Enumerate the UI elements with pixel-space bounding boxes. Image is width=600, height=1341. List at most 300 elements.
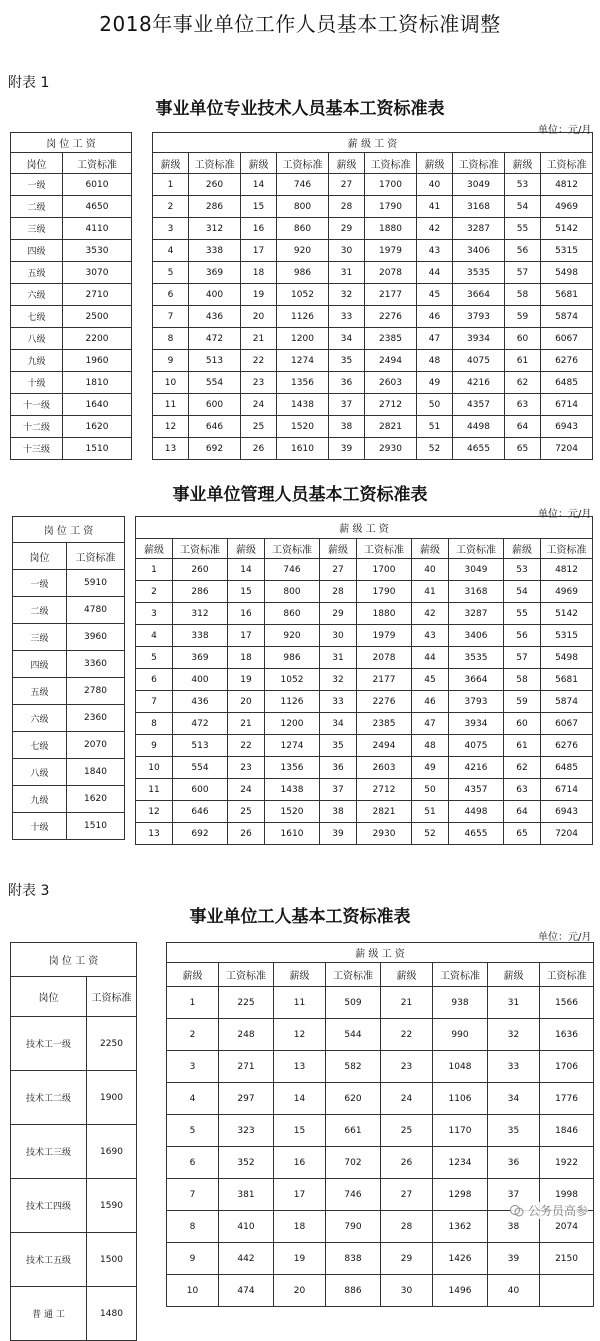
table-cell: 7 [136,691,173,713]
table-cell: 5142 [541,603,593,625]
table-cell: 2712 [365,394,417,416]
table-cell: 4969 [541,581,593,603]
table-cell: 12 [274,1019,326,1051]
table-cell: 24 [381,1083,433,1115]
table-cell: 29 [381,1243,433,1275]
table-cell: 36 [329,372,365,394]
table-cell: 21 [228,713,265,735]
table-cell: 56 [505,240,541,262]
table-cell: 33 [329,306,365,328]
table-cell: 1052 [277,284,329,306]
table-cell: 49 [417,372,453,394]
table-cell: 63 [504,779,541,801]
post-header: 岗 位 工 资 [13,517,125,543]
table-cell: 3934 [453,328,505,350]
table-cell: 1640 [63,394,132,416]
page-title: 2018年事业单位工作人员基本工资标准调整 [99,12,501,36]
table-cell: 6067 [541,713,593,735]
table-row [153,218,593,240]
table-cell: 46 [412,691,449,713]
col-std: 工资标准 [265,539,320,559]
table-cell: 3960 [67,624,125,651]
table-cell: 838 [326,1243,381,1275]
table-row [167,1275,594,1307]
table-cell: 普 通 工 [11,1287,87,1341]
table-cell: 790 [326,1211,381,1243]
table-cell: 一级 [13,570,67,597]
table-cell: 472 [173,713,228,735]
table-cell: 1700 [357,559,412,581]
table-cell: 39 [488,1243,540,1275]
table-row [167,987,594,1019]
col-std: 工资标准 [173,539,228,559]
table2-post-table [12,516,125,840]
table-cell: 28 [320,581,357,603]
table-cell: 2177 [365,284,417,306]
table-cell: 1126 [277,306,329,328]
table-cell: 35 [488,1115,540,1147]
table-cell: 5 [136,647,173,669]
table-cell: 21 [381,987,433,1019]
table-row [167,1019,594,1051]
table-row [11,1287,137,1341]
table-cell: 26 [381,1147,433,1179]
table-cell: 4357 [449,779,504,801]
table-cell: 4780 [67,597,125,624]
table-cell: 225 [219,987,274,1019]
table-cell: 27 [329,174,365,196]
table-row [167,1051,594,1083]
table-cell: 3664 [453,284,505,306]
table-row [167,1115,594,1147]
table-row [136,823,593,845]
table-cell: 1356 [265,757,320,779]
table-cell: 62 [504,757,541,779]
table-row [13,678,125,705]
table-cell: 3287 [449,603,504,625]
table-cell: 600 [189,394,241,416]
table-cell: 1810 [63,372,132,394]
table-cell: 2078 [365,262,417,284]
table-cell: 13 [274,1051,326,1083]
table-cell: 32 [488,1019,540,1051]
table-cell: 1790 [357,581,412,603]
table-cell: 1636 [540,1019,594,1051]
table-cell: 十二级 [11,416,63,438]
table-cell: 4357 [453,394,505,416]
table-cell: 2 [167,1019,219,1051]
table-row [136,691,593,713]
table-cell: 4498 [453,416,505,438]
col-std: 工资标准 [433,963,488,987]
table-cell: 31 [488,987,540,1019]
table-cell: 2780 [67,678,125,705]
table-cell: 41 [417,196,453,218]
table-cell: 3664 [449,669,504,691]
table-cell: 29 [329,218,365,240]
table-cell: 4655 [453,438,505,460]
table-row [11,394,132,416]
table-cell: 25 [228,801,265,823]
table-cell: 八级 [13,759,67,786]
table-cell: 1922 [540,1147,594,1179]
table-row [153,174,593,196]
table-cell: 3793 [449,691,504,713]
table-cell: 2 [153,196,189,218]
table-cell: 20 [274,1275,326,1307]
table-cell: 4 [167,1083,219,1115]
table-cell: 1200 [277,328,329,350]
table-cell: 19 [241,284,277,306]
table-cell: 六级 [13,705,67,732]
table-cell: 8 [167,1211,219,1243]
table-cell: 22 [381,1019,433,1051]
table-cell: 369 [173,647,228,669]
table-cell: 4650 [63,196,132,218]
table-cell: 61 [504,735,541,757]
table-cell: 19 [228,669,265,691]
table-cell: 1900 [87,1071,137,1125]
table-cell: 54 [505,196,541,218]
col-post: 岗位 [11,977,87,1017]
table-cell: 4075 [449,735,504,757]
table-cell: 22 [228,735,265,757]
table-cell: 860 [265,603,320,625]
table1-salary-table [152,132,593,460]
table-cell: 381 [219,1179,274,1211]
table-cell: 40 [488,1275,540,1307]
table-row [13,624,125,651]
table-cell: 436 [189,306,241,328]
table-cell: 5681 [541,669,593,691]
table-cell: 442 [219,1243,274,1275]
col-grade: 薪级 [381,963,433,987]
table-cell: 2603 [357,757,412,779]
table-cell: 2385 [365,328,417,350]
table-cell: 2494 [357,735,412,757]
table3-salary-table [166,942,594,1307]
table-cell: 646 [189,416,241,438]
table-cell: 55 [504,603,541,625]
table-cell: 31 [329,262,365,284]
table-cell: 800 [265,581,320,603]
salary-header: 薪 级 工 资 [167,943,594,963]
col-post: 岗位 [13,543,67,570]
annex-1-label: 附表 1 [8,75,50,91]
table-cell: 513 [189,350,241,372]
table-cell: 3049 [453,174,505,196]
table-cell: 28 [381,1211,433,1243]
table1-title: 事业单位专业技术人员基本工资标准表 [155,99,445,119]
table-row [153,196,593,218]
table-cell: 三级 [11,218,63,240]
table-cell: 2070 [67,732,125,759]
table-row [136,647,593,669]
table-cell: 3535 [449,647,504,669]
post-header: 岗 位 工 资 [11,943,137,977]
table-cell: 1610 [265,823,320,845]
table-cell: 7204 [541,823,593,845]
table-row [153,350,593,372]
table-cell: 5498 [541,647,593,669]
table-cell: 1106 [433,1083,488,1115]
table-cell: 27 [320,559,357,581]
table-cell: 746 [265,559,320,581]
table-cell: 8 [136,713,173,735]
table-cell: 6276 [541,735,593,757]
salary-header: 薪 级 工 资 [136,517,593,539]
table-cell: 53 [505,174,541,196]
table-cell: 1052 [265,669,320,691]
table-cell: 7 [167,1179,219,1211]
table-cell: 1200 [265,713,320,735]
table-cell: 32 [320,669,357,691]
annex-3-label: 附表 3 [8,883,50,899]
table-cell: 61 [505,350,541,372]
table-cell: 29 [320,603,357,625]
table-cell: 886 [326,1275,381,1307]
table-cell: 四级 [13,651,67,678]
table-cell: 2821 [365,416,417,438]
table-cell: 一级 [11,174,63,196]
table-cell: 9 [167,1243,219,1275]
table-cell: 323 [219,1115,274,1147]
table1-post-table [10,132,132,460]
table-cell: 技术工一级 [11,1017,87,1071]
table-cell: 57 [504,647,541,669]
table-cell: 40 [412,559,449,581]
table-cell: 54 [504,581,541,603]
table-cell: 1 [153,174,189,196]
table-cell: 九级 [11,350,63,372]
table-cell: 297 [219,1083,274,1115]
table-cell: 51 [412,801,449,823]
table-cell: 702 [326,1147,381,1179]
table-cell: 4110 [63,218,132,240]
table-cell: 4216 [453,372,505,394]
table-cell: 24 [228,779,265,801]
table-cell: 16 [228,603,265,625]
table-cell: 52 [412,823,449,845]
table-cell: 1620 [67,786,125,813]
col-std: 工资标准 [541,539,593,559]
table-cell: 2 [136,581,173,603]
table-cell: 18 [241,262,277,284]
table-cell: 1 [167,987,219,1019]
table-cell: 62 [505,372,541,394]
table-row [13,813,125,840]
table-cell: 4 [153,240,189,262]
table-cell: 39 [329,438,365,460]
table-cell: 56 [504,625,541,647]
col-grade: 薪级 [504,539,541,559]
table-cell: 600 [173,779,228,801]
table-cell: 14 [241,174,277,196]
table-cell: 620 [326,1083,381,1115]
table-cell: 42 [412,603,449,625]
table-cell: 七级 [11,306,63,328]
table3-unit: 单位：元/月 [538,932,592,943]
table-cell: 51 [417,416,453,438]
table-row [153,284,593,306]
table-cell: 五级 [13,678,67,705]
col-std: 工资标准 [357,539,412,559]
table-cell: 34 [488,1083,540,1115]
table-cell: 2385 [357,713,412,735]
table-row [136,581,593,603]
table-row [167,1243,594,1275]
table-cell: 5142 [541,218,593,240]
table-cell: 技术工五级 [11,1233,87,1287]
table-cell: 2603 [365,372,417,394]
table2-unit: 单位：元/月 [538,509,592,520]
table-cell: 四级 [11,240,63,262]
table-cell: 3406 [449,625,504,647]
table-cell: 4812 [541,559,593,581]
table-cell: 45 [412,669,449,691]
table-cell: 1520 [265,801,320,823]
table-cell: 37 [329,394,365,416]
table-cell: 34 [320,713,357,735]
table-cell: 746 [326,1179,381,1211]
table-cell: 4812 [541,174,593,196]
table-row [13,597,125,624]
col-grade: 薪级 [488,963,540,987]
table-cell: 1500 [87,1233,137,1287]
table-cell: 10 [167,1275,219,1307]
col-grade: 薪级 [320,539,357,559]
table-cell: 286 [173,581,228,603]
table-row [11,1179,137,1233]
table-cell: 2712 [357,779,412,801]
table-row [11,350,132,372]
table-row [136,669,593,691]
table-cell: 2276 [365,306,417,328]
table1-unit: 单位：元/月 [538,125,592,136]
col-grade: 薪级 [274,963,326,987]
post-header: 岗 位 工 资 [11,133,132,153]
table-cell: 15 [241,196,277,218]
table-cell: 6714 [541,779,593,801]
table-cell: 1438 [265,779,320,801]
table-cell: 九级 [13,786,67,813]
table-cell: 31 [320,647,357,669]
table-cell: 50 [412,779,449,801]
table-row [11,1071,137,1125]
table-cell: 4075 [453,350,505,372]
table-row [153,328,593,350]
table-cell: 5498 [541,262,593,284]
table-cell: 25 [381,1115,433,1147]
table-row [136,735,593,757]
table-cell: 3 [167,1051,219,1083]
table-cell: 41 [412,581,449,603]
table-cell: 十级 [13,813,67,840]
table-row [13,570,125,597]
table-cell: 39 [320,823,357,845]
table3-post-table [10,942,137,1341]
table-cell: 64 [505,416,541,438]
table-cell: 46 [417,306,453,328]
table-cell: 3287 [453,218,505,240]
table-cell: 544 [326,1019,381,1051]
table-cell: 746 [277,174,329,196]
table-cell: 1610 [277,438,329,460]
table-cell: 6276 [541,350,593,372]
table-cell: 6067 [541,328,593,350]
table-cell: 312 [173,603,228,625]
table-cell: 4216 [449,757,504,779]
table-cell: 34 [329,328,365,350]
table-cell: 1880 [357,603,412,625]
table-cell: 2930 [365,438,417,460]
col-grade: 薪级 [505,153,541,174]
table-cell: 21 [241,328,277,350]
table-cell: 45 [417,284,453,306]
table-cell: 3070 [63,262,132,284]
table-cell: 50 [417,394,453,416]
table-cell: 33 [320,691,357,713]
table-cell: 18 [228,647,265,669]
col-std: 工资标准 [63,153,132,174]
table-cell: 43 [417,240,453,262]
table-cell: 6714 [541,394,593,416]
col-std: 工资标准 [67,543,125,570]
table-cell: 1690 [87,1125,137,1179]
table-cell: 338 [173,625,228,647]
table-cell: 2500 [63,306,132,328]
table-cell: 30 [329,240,365,262]
table-cell: 554 [173,757,228,779]
table-cell: 十级 [11,372,63,394]
table-cell: 1 [136,559,173,581]
col-grade: 薪级 [412,539,449,559]
table-cell: 2250 [87,1017,137,1071]
table-cell: 43 [412,625,449,647]
table-cell: 30 [320,625,357,647]
table-cell: 17 [274,1179,326,1211]
table-cell: 十三级 [11,438,63,460]
table-cell: 1706 [540,1051,594,1083]
table-cell: 6010 [63,174,132,196]
table-cell: 1438 [277,394,329,416]
table-cell: 37 [488,1179,540,1211]
table-cell: 1590 [87,1179,137,1233]
table-cell: 6 [167,1147,219,1179]
col-std: 工资标准 [87,977,137,1017]
table-cell: 57 [505,262,541,284]
table-cell: 36 [320,757,357,779]
col-grade: 薪级 [136,539,173,559]
table-row [136,625,593,647]
table-row [11,416,132,438]
table-cell: 13 [136,823,173,845]
table-row [11,372,132,394]
table-cell: 40 [417,174,453,196]
table-cell: 692 [173,823,228,845]
table-cell: 3168 [453,196,505,218]
table-row [136,757,593,779]
table-cell: 1298 [433,1179,488,1211]
table-cell: 352 [219,1147,274,1179]
table-cell: 2177 [357,669,412,691]
table-cell: 5874 [541,691,593,713]
table-cell: 八级 [11,328,63,350]
table-cell: 1520 [277,416,329,438]
table-cell: 22 [241,350,277,372]
table-cell: 10 [153,372,189,394]
table-cell: 12 [153,416,189,438]
